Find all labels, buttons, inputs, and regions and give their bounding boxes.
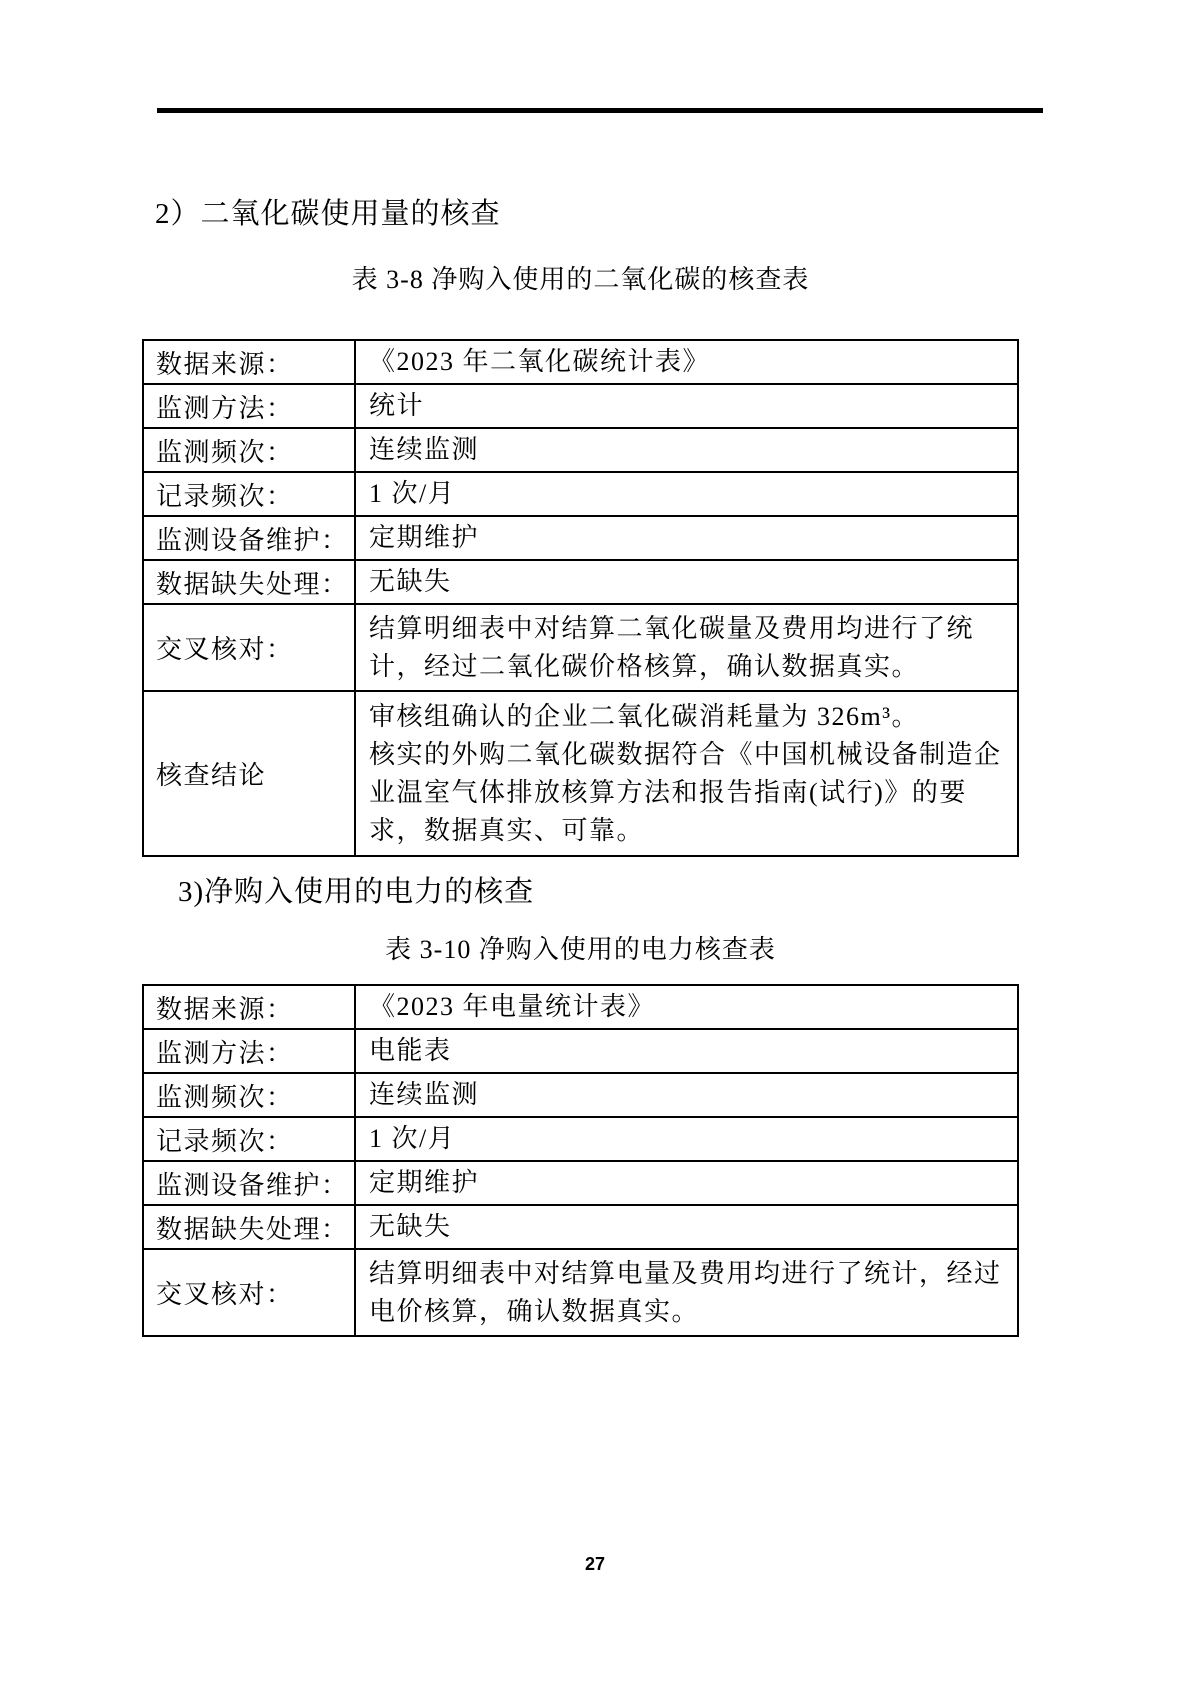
row-label: 记录频次： (143, 472, 355, 516)
table-row (143, 1117, 1018, 1161)
table-row (143, 1029, 1018, 1073)
table-row (143, 340, 1018, 384)
row-label: 记录频次： (143, 1117, 355, 1161)
table-row (143, 560, 1018, 604)
table2-caption: 表 3-10 净购入使用的电力核查表 (385, 935, 776, 964)
row-label: 交叉核对： (143, 1249, 355, 1336)
table-row (143, 384, 1018, 428)
table-row (143, 516, 1018, 560)
row-label: 数据来源： (143, 340, 355, 384)
row-label: 监测频次： (143, 1073, 355, 1117)
row-label: 核查结论 (143, 691, 355, 856)
co2-verification-table (142, 339, 1019, 857)
table-row (143, 985, 1018, 1029)
row-label: 监测设备维护： (143, 516, 355, 560)
table-row (143, 1073, 1018, 1117)
row-value: 结算明细表中对结算二氧化碳量及费用均进行了统计，经过二氧化碳价格核算，确认数据真实。 (355, 604, 1018, 691)
row-value: 定期维护 (355, 1161, 1018, 1205)
table-row (143, 1249, 1018, 1336)
section-heading-power: 3)净购入使用的电力的核查 (178, 876, 535, 908)
row-value: 连续监测 (355, 1073, 1018, 1117)
row-label: 交叉核对： (143, 604, 355, 691)
table-row (143, 1205, 1018, 1249)
row-label: 数据缺失处理： (143, 1205, 355, 1249)
page-number: 27 (584, 1554, 606, 1574)
page-header-rule (157, 108, 1043, 113)
row-label: 监测方法： (143, 1029, 355, 1073)
table-row (143, 472, 1018, 516)
row-value: 1 次/月 (355, 1117, 1018, 1161)
table-row (143, 1161, 1018, 1205)
row-value: 无缺失 (355, 560, 1018, 604)
row-value: 无缺失 (355, 1205, 1018, 1249)
table-row (143, 691, 1018, 856)
row-value: 统计 (355, 384, 1018, 428)
row-value: 《2023 年电量统计表》 (355, 985, 1018, 1029)
row-value: 定期维护 (355, 516, 1018, 560)
row-value: 1 次/月 (355, 472, 1018, 516)
table-row (143, 604, 1018, 691)
conclusion-line: 核实的外购二氧化碳数据符合《中国机械设备制造企业温室气体排放核算方法和报告指南(试行)》的要求，数据真实、可靠。 (369, 739, 1002, 845)
row-value: 《2023 年二氧化碳统计表》 (355, 340, 1018, 384)
table1-caption: 表 3-8 净购入使用的二氧化碳的核查表 (351, 265, 810, 294)
row-value: 电能表 (355, 1029, 1018, 1073)
row-value (355, 691, 1018, 856)
table-row (143, 428, 1018, 472)
row-label: 数据来源： (143, 985, 355, 1029)
row-label: 监测方法： (143, 384, 355, 428)
section-heading-co2: 2）二氧化碳使用量的核查 (155, 198, 501, 230)
row-label: 数据缺失处理： (143, 560, 355, 604)
row-value: 连续监测 (355, 428, 1018, 472)
row-label: 监测频次： (143, 428, 355, 472)
row-label: 监测设备维护： (143, 1161, 355, 1205)
conclusion-line: 审核组确认的企业二氧化碳消耗量为 326m³。 (369, 701, 920, 731)
power-verification-table (142, 984, 1019, 1337)
row-value: 结算明细表中对结算电量及费用均进行了统计，经过电价核算，确认数据真实。 (355, 1249, 1018, 1336)
